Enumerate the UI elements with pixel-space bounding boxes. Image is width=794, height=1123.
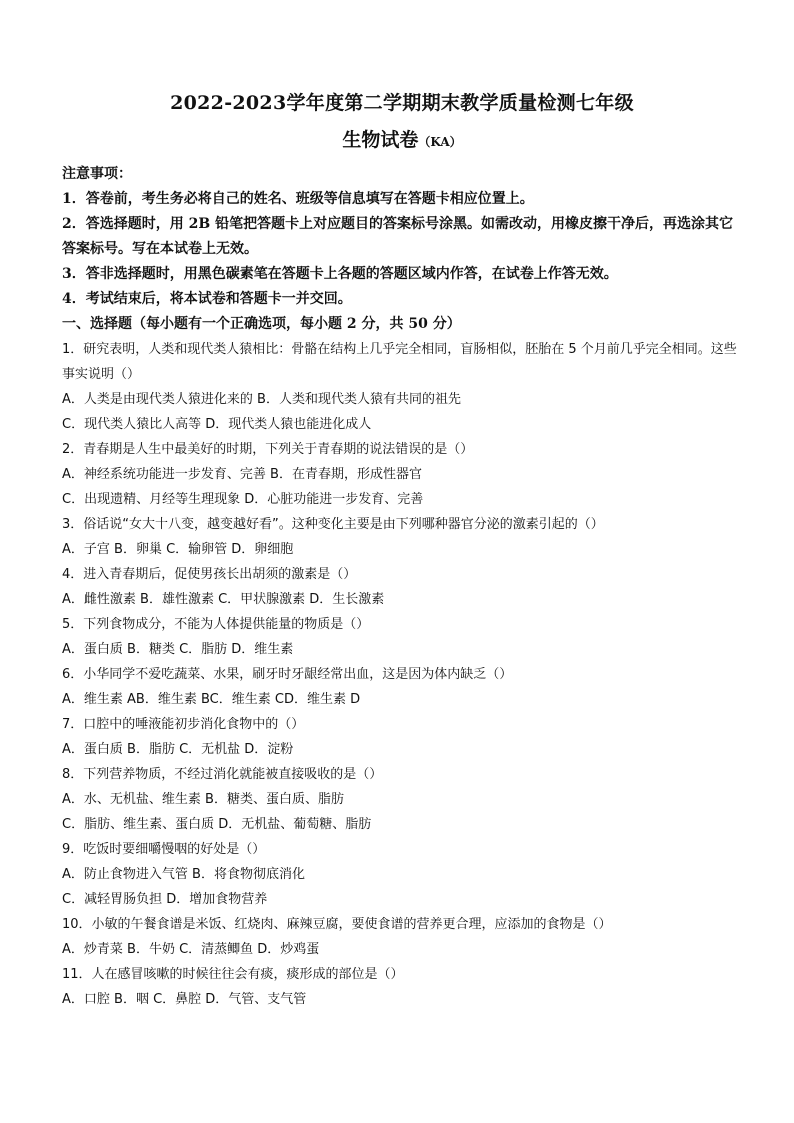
- question-stem: 10．小敏的午餐食谱是米饭、红烧肉、麻辣豆腐，要使食谱的营养更合理，应添加的食物是（）: [62, 917, 612, 932]
- notice-item: 4．考试结束后，将本试卷和答题卡一并交回。: [62, 291, 352, 307]
- question-options: C．现代类人猿比人高等 D．现代类人猿也能进化成人: [62, 417, 372, 432]
- question-stem: 9．吃饭时要细嚼慢咽的好处是（）: [62, 842, 266, 857]
- question-item: [62, 512, 742, 562]
- question-item: [62, 762, 742, 837]
- subject-name: 生物试卷: [342, 129, 419, 151]
- exam-subtitle: [62, 127, 742, 155]
- question-options: C．出现遗精、月经等生理现象 D．心脏功能进一步发育、完善: [62, 492, 424, 507]
- question-item: [62, 662, 742, 712]
- question-options: A．维生素 AB．维生素 BC．维生素 CD．维生素 D: [62, 692, 361, 707]
- question-options: C．减轻胃肠负担 D．增加食物营养: [62, 892, 268, 907]
- question-options: A．蛋白质 B．脂肪 C．无机盐 D．淀粉: [62, 742, 294, 757]
- question-stem: 7．口腔中的唾液能初步消化食物中的（）: [62, 717, 305, 732]
- question-stem: 5．下列食物成分，不能为人体提供能量的物质是（）: [62, 617, 370, 632]
- question-options: A．人类是由现代类人猿进化来的 B．人类和现代类人猿有共同的祖先: [62, 392, 461, 407]
- question-item: [62, 712, 742, 762]
- question-item: [62, 962, 742, 1012]
- notice-item: 2．答选择题时，用 2B 铅笔把答题卡上对应题目的答案标号涂黑。如需改动，用橡皮擦干净后，再选涂其它答案标号。写在本试卷上无效。: [62, 216, 734, 257]
- question-stem: 4．进入青春期后，促使男孩长出胡须的激素是（）: [62, 567, 357, 582]
- question-stem: 6．小华同学不爱吃蔬菜、水果，刷牙时牙龈经常出血，这是因为体内缺乏（）: [62, 667, 513, 682]
- question-options: A．雌性激素 B．雄性激素 C．甲状腺激素 D．生长激素: [62, 592, 385, 607]
- paper-version-tag: （KA）: [418, 135, 462, 149]
- question-stem: 2．青春期是人生中最美好的时期，下列关于青春期的说法错误的是（）: [62, 442, 474, 457]
- question-item: [62, 437, 742, 512]
- question-item: [62, 337, 742, 437]
- notice-item: 1．答卷前，考生务必将自己的姓名、班级等信息填写在答题卡相应位置上。: [62, 191, 534, 207]
- question-stem: 1．研究表明，人类和现代类人猿相比：骨骼在结构上几乎完全相同，盲肠相似，胚胎在 5 个月前几乎完全相同。这些事实说明（）: [62, 342, 737, 382]
- notice-item: 3．答非选择题时，用黑色碳素笔在答题卡上各题的答题区域内作答，在试卷上作答无效。: [62, 266, 618, 282]
- question-options: C．脂肪、维生素、蛋白质 D．无机盐、葡萄糖、脂肪: [62, 817, 372, 832]
- question-stem: 3．俗话说“女大十八变，越变越好看”。这种变化主要是由下列哪种器官分泌的激素引起的（）: [62, 517, 604, 532]
- exam-title: 2022-2023学年度第二学期期末教学质量检测七年级: [170, 92, 634, 114]
- question-options: A．神经系统功能进一步发育、完善 B．在青春期，形成性器官: [62, 467, 422, 482]
- question-options: A．蛋白质 B．糖类 C．脂肪 D．维生素: [62, 642, 294, 657]
- question-item: [62, 612, 742, 662]
- section-title: 一、选择题（每小题有一个正确选项，每小题 2 分，共 50 分）: [62, 316, 461, 332]
- question-options: A．水、无机盐、维生素 B．糖类、蛋白质、脂肪: [62, 792, 344, 807]
- question-stem: 8．下列营养物质，不经过消化就能被直接吸收的是（）: [62, 767, 383, 782]
- question-item: [62, 562, 742, 612]
- notice-heading: 注意事项：: [62, 166, 132, 182]
- question-list: [62, 337, 742, 1012]
- question-options: A．炒青菜 B．牛奶 C．清蒸鲫鱼 D．炒鸡蛋: [62, 942, 320, 957]
- question-options: A．子宫 B．卵巢 C．输卵管 D．卵细胞: [62, 542, 294, 557]
- question-item: [62, 837, 742, 912]
- question-options: A．口腔 B．咽 C．鼻腔 D．气管、支气管: [62, 992, 307, 1007]
- question-item: [62, 912, 742, 962]
- exam-page: [62, 90, 742, 1012]
- question-stem: 11．人在感冒咳嗽的时候往往会有痰，痰形成的部位是（）: [62, 967, 404, 982]
- question-options: A．防止食物进入气管 B．将食物彻底消化: [62, 867, 305, 882]
